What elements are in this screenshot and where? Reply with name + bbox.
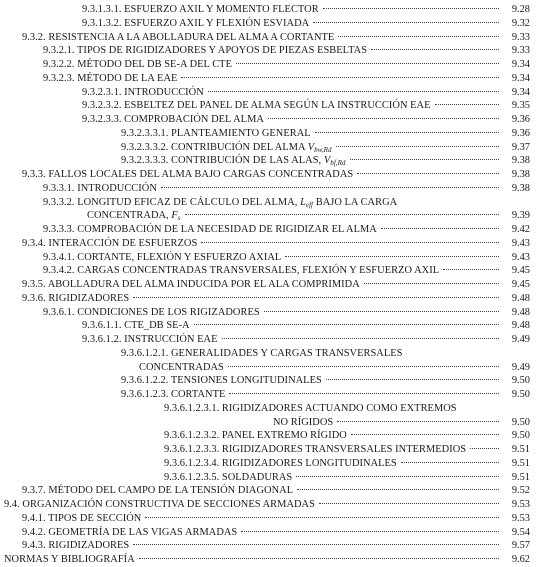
dot-leader [139,557,499,559]
toc-page-number: 9.50 [511,416,530,428]
toc-entry[interactable] [0,319,539,333]
toc-entry-title: 9.3.2.3.3.1. PLANTEAMIENTO GENERAL [121,127,311,139]
dot-leader [222,337,499,339]
toc-entry[interactable] [0,471,539,485]
toc-entry[interactable] [0,113,539,127]
toc-page-number: 9.53 [511,512,530,524]
toc-entry-title: 9.3.6.1.2.2. TENSIONES LONGITUDINALES [121,375,322,387]
toc-entry[interactable] [0,58,539,72]
toc-entry[interactable] [0,278,539,292]
toc-entry-title: 9.3.2. RESISTENCIA A LA ABOLLADURA DEL ALMA A CORTANTE [22,31,335,43]
toc-page-number: 9.38 [511,182,530,194]
toc-page-number: 9.49 [511,361,530,373]
toc-entry[interactable] [0,484,539,498]
math-symbol: V [323,155,331,167]
toc-entry-title: 9.3.6.1.2.3. CORTANTE [121,389,226,400]
toc-entry-title: 9.3.2.3.3. COMPROBACIÓN DEL ALMA [82,114,264,125]
dot-leader [313,21,499,23]
dot-leader [264,310,499,312]
toc-entry[interactable] [0,333,539,347]
toc-entry[interactable] [0,361,539,375]
dot-leader [357,172,499,174]
toc-entry[interactable] [0,512,539,526]
math-subscript: s [177,214,181,223]
toc-entry[interactable] [0,306,539,320]
toc-entry-title: 9.3.4. INTERACCIÓN DE ESFUERZOS [22,237,198,249]
dot-leader [285,255,499,257]
dot-leader [229,392,499,394]
dot-leader [181,76,499,78]
math-symbol: V [307,141,315,153]
toc-entry[interactable] [0,457,539,471]
toc-entry-title: 9.3.6.1.2.3.3. RIGIDIZADORES TRANSVERSALES INTERMEDIOS [164,444,467,455]
toc-page-number: 9.52 [511,485,530,497]
toc-entry-title: 9.3.2.3.2. ESBELTEZ DEL PANEL DE ALMA SEGÚN LA INSTRUCCIÓN EAE [82,100,431,112]
toc-entry-title: CONCENTRADAS [139,361,224,373]
toc-entry-title: 9.3.4.2. CARGAS CONCENTRADAS TRANSVERSALES, FLEXIÓN Y ESFUERZO AXIL [43,265,440,277]
toc-entry-title: 9.3.1.3.2. ESFUERZO AXIL Y FLEXIÓN ESVIADA [82,17,310,29]
toc-entry[interactable] [0,99,539,113]
toc-entry[interactable] [0,168,539,182]
dot-leader [351,433,499,435]
dot-leader [208,90,499,92]
toc-entry[interactable] [0,374,539,388]
toc-entry[interactable] [0,127,539,141]
dot-leader [241,530,499,532]
dot-leader [268,117,499,119]
dot-leader [161,186,499,188]
dot-leader [443,268,499,270]
toc-page-number: 9.49 [511,334,530,345]
toc-entry[interactable] [0,17,539,31]
dot-leader [133,296,499,298]
toc-page-number: 9.36 [511,114,530,125]
math-symbol: F [171,210,178,222]
toc-entry-title: 9.3.3.3. COMPROBACIÓN DE LA NECESIDAD DE RIGIDIZAR EL ALMA [43,224,377,235]
dot-leader [297,488,499,490]
toc-page-number: 9.32 [511,17,530,29]
toc-entry[interactable] [0,223,539,237]
toc-entry[interactable] [0,526,539,540]
toc-entry-title: 9.3.7. MÉTODO DEL CAMPO DE LA TENSIÓN DIAGONAL [22,485,294,497]
toc-entry-title: 9.3.1.3.1. ESFUERZO AXIL Y MOMENTO FLECTOR [82,4,319,15]
dot-leader [371,48,499,50]
toc-page-number: 9.51 [511,444,530,455]
math-subscript: bw,Rd [314,145,332,154]
toc-entry-title: NO RÍGIDOS [273,416,334,428]
toc-entry-title: 9.4.1. TIPOS DE SECCIÓN [22,512,142,524]
dot-leader [194,323,499,325]
toc-entry-title: 9.3.3.2. LONGITUD EFICAZ DE CÁLCULO DEL ALMA, $L_{eff}$ BAJO LA CARGA [43,196,398,209]
toc-entry-title: 9.3.6.1.2.1. GENERALIDADES Y CARGAS TRANSVERSALES [121,347,403,359]
toc-entry-title: 9.3.2.1. TIPOS DE RIGIDIZADORES Y APOYOS DE PIEZAS ESBELTAS [43,45,368,57]
toc-page-number: 9.45 [511,279,530,290]
toc-page-number: 9.57 [511,540,530,552]
toc-entry[interactable] [0,388,539,402]
toc-entry[interactable] [0,539,539,553]
toc-entry[interactable] [0,141,539,155]
toc-page-number: 9.38 [511,155,530,167]
toc-page-number: 9.48 [511,292,530,304]
toc-entry-title: 9.3.6.1.1. CTE_DB SE-A [82,320,190,332]
dot-leader [319,502,499,504]
toc-entry[interactable] [0,416,539,430]
dot-leader [381,227,499,229]
dot-leader [435,103,500,105]
toc-entry-title: 9.3.2.3. MÉTODO DE LA EAE [43,72,178,84]
toc-page-number: 9.34 [511,72,530,84]
toc-entry[interactable] [0,182,539,196]
toc-entry-title: 9.3.6.1.2.3.4. RIGIDIZADORES LONGITUDINALES [164,457,397,469]
toc-entry-title: 9.3.2.2. MÉTODO DEL DB SE-A DEL CTE [43,59,232,70]
toc-page-number: 9.53 [511,499,530,510]
toc-page-number: 9.37 [511,141,530,153]
toc-page-number: 9.28 [511,4,530,15]
toc-entry[interactable] [0,196,539,210]
toc-entry[interactable] [0,86,539,100]
toc-entry-title: 9.3.2.3.1. INTRODUCCIÓN [82,86,204,98]
toc-page-number: 9.51 [511,457,530,469]
dot-leader [201,241,499,243]
dot-leader [401,461,499,463]
dot-leader [236,62,499,64]
toc-entry[interactable] [0,237,539,251]
toc-entry-title: 9.3.6.1.2. INSTRUCCIÓN EAE [82,334,218,345]
toc-entry-title: NORMAS Y BIBLIOGRAFÍA [4,554,135,565]
toc-entry[interactable] [0,347,539,361]
toc-page-number: 9.42 [511,224,530,235]
toc-page-number: 9.38 [511,169,530,180]
math-subscript: bf,Rd [330,159,346,168]
toc-page-number: 9.48 [511,320,530,332]
math-symbol: L [300,196,306,208]
toc-page-number: 9.33 [511,31,530,43]
toc-entry-title: 9.3.2.3.3.3. CONTRIBUCIÓN DE LAS ALAS, $V_{bf,Rd}$ [121,155,346,168]
toc-page-number: 9.36 [511,127,530,139]
toc-entry-title: 9.4.2. GEOMETRÍA DE LAS VIGAS ARMADAS [22,526,238,538]
toc-entry-title: 9.3.6.1.2.3.1. RIGIDIZADORES ACTUANDO COMO EXTREMOS [164,402,457,414]
dot-leader [470,447,499,449]
toc-entry[interactable] [0,44,539,58]
toc-entry-title: 9.3.6. RIGIDIZADORES [22,292,130,304]
toc-entry-title: 9.3.6.1.2.3.2. PANEL EXTREMO RÍGIDO [164,430,347,442]
toc-entry-title: 9.3.5. ABOLLADURA DEL ALMA INDUCIDA POR EL ALA COMPRIMIDA [22,279,360,290]
toc-entry-title: 9.3.4.1. CORTANTE, FLEXIÓN Y ESFUERZO AXIAL [43,251,282,263]
toc-entry[interactable] [0,443,539,457]
toc-entry[interactable] [0,292,539,306]
dot-leader [133,543,499,545]
toc-page-number: 9.43 [511,237,530,249]
table-of-contents [0,3,539,567]
toc-entry[interactable] [0,31,539,45]
dot-leader [145,516,499,518]
dot-leader [338,35,499,37]
dot-leader [228,365,499,367]
toc-entry-title: 9.4.3. RIGIDIZADORES [22,540,130,552]
dot-leader [337,420,499,422]
toc-page-number: 9.50 [511,389,530,400]
toc-page-number: 9.43 [511,251,530,263]
toc-page-number: 9.35 [511,100,530,112]
dot-leader [323,7,499,9]
dot-leader [350,158,500,160]
toc-entry-title: 9.3.3. FALLOS LOCALES DEL ALMA BAJO CARGAS CONCENTRADAS [22,169,354,180]
toc-page-number: 9.48 [511,306,530,318]
toc-page-number: 9.45 [511,265,530,277]
dot-leader [336,145,499,147]
dot-leader [326,378,499,380]
dot-leader [315,131,499,133]
toc-entry-title: 9.3.6.1. CONDICIONES DE LOS RIGIZADORES [43,306,260,318]
toc-page-number: 9.54 [511,526,530,538]
toc-page-number: 9.62 [511,554,530,565]
dot-leader [364,282,499,284]
toc-entry[interactable] [0,3,539,17]
dot-leader [185,213,499,215]
dot-leader [296,475,499,477]
toc-entry-title: 9.3.2.3.3.2. CONTRIBUCIÓN DEL ALMA $V_{bw,Rd}$ [121,141,332,154]
toc-entry-title: CONCENTRADA, $F_s$ [87,210,181,223]
toc-page-number: 9.50 [511,430,530,442]
toc-entry[interactable] [0,264,539,278]
toc-entry[interactable] [0,553,539,567]
toc-page-number: 9.50 [511,375,530,387]
toc-entry[interactable] [0,498,539,512]
math-subscript: eff [305,200,314,209]
toc-page-number: 9.39 [511,210,530,222]
toc-entry-title: 9.3.3.1. INTRODUCCIÓN [43,182,157,194]
toc-page-number: 9.34 [511,86,530,98]
toc-page-number: 9.33 [511,45,530,57]
toc-entry[interactable] [0,154,539,168]
toc-entry[interactable] [0,72,539,86]
toc-entry[interactable] [0,251,539,265]
toc-entry[interactable] [0,209,539,223]
toc-entry[interactable] [0,402,539,416]
toc-entry-title: 9.4. ORGANIZACIÓN CONSTRUCTIVA DE SECCIONES ARMADAS [4,499,315,510]
toc-page-number: 9.51 [511,471,530,483]
toc-entry[interactable] [0,429,539,443]
toc-entry-title: 9.3.6.1.2.3.5. SOLDADURAS [164,471,293,483]
toc-page-number: 9.34 [511,59,530,70]
